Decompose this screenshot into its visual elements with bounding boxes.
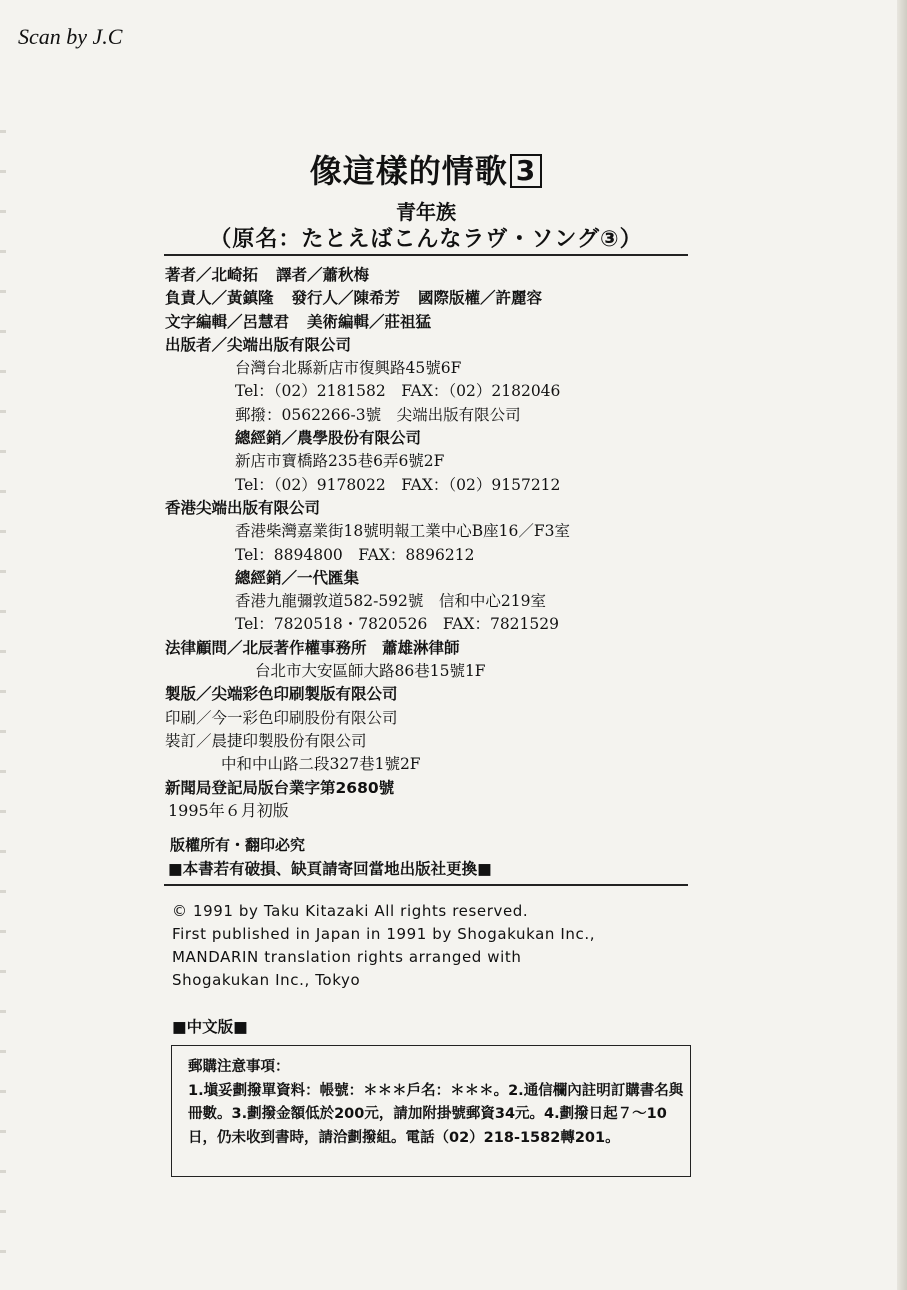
author: 著者／北崎拓 [165,266,259,284]
hk-publisher: 香港尖端出版有限公司 [165,498,321,517]
publisher-postal-account: 郵撥：0562266-3號 尖端出版有限公司 [235,405,521,424]
edition-date: 1995年６月初版 [168,801,289,820]
divider-middle [164,884,688,886]
copyright-line: © 1991 by Taku Kitazaki All rights reserved. [172,902,529,920]
credit-line-author [165,264,725,287]
art-editor: 美術編輯／莊祖猛 [307,312,432,331]
distributor-tel: Tel：（02）9178022 FAX：（02）9157212 [235,475,561,494]
text-editor: 文字編輯／呂慧君 [165,312,290,331]
hk-publisher-address: 香港柴灣嘉業街18號明報工業中心B座16／F3室 [235,522,570,541]
responsible-person: 負責人／黃鎮隆 [165,289,274,308]
page-edge-shadow [897,0,907,1290]
intl-rights: 國際版權／許麗容 [418,289,543,308]
book-title [0,146,852,192]
rights-reserved: 版權所有・翻印必究 [170,836,306,854]
mail-order-notice-box [171,1045,691,1177]
volume-number: 3 [510,154,542,188]
registration-number: 新聞局登記局版台業字第2680號 [165,778,395,797]
credit-line-editors [165,311,725,334]
mail-order-body: 1.塡妥劃撥單資料：帳號：＊＊＊戶名：＊＊＊。2.通信欄內註明訂購書名與冊數。3.劃撥金額低於200元，請加附掛號郵資34元。4.劃撥日起７～10日，仍未收到書時，請洽劃撥組。電話（02）218-1582轉201。 [188,1082,684,1146]
plate-making: 製版／尖端彩色印刷製版有限公司 [165,685,398,704]
page-binding-edge [0,130,6,1290]
credits-block [165,264,725,800]
distributor-address: 新店市寶橋路235巷6弄6號2F [235,452,445,471]
divider-top [164,254,688,256]
publisher-tel: Tel：（02）2181582 FAX：（02）2182046 [235,382,561,401]
original-title: （原名：たとえばこんなラヴ・ソング③） [209,227,643,252]
hk-distributor-tel: Tel：7820518・7820526 FAX：7821529 [235,615,559,634]
printing: 印刷／今一彩色印刷股份有限公司 [165,708,398,727]
publisher: 出版者／尖端出版有限公司 [165,335,352,354]
copyright-line: MANDARIN translation rights arranged with [172,948,522,966]
hk-distributor-address: 香港九龍彌敦道582-592號 信和中心219室 [235,592,546,611]
legal-counsel-address: 台北市大安區師大路86巷15號1F [255,662,486,681]
mail-order-heading: 郵購注意事項： [188,1059,290,1075]
series-subtitle: 青年族 [396,200,456,224]
hk-publisher-tel: Tel：8894800 FAX：8896212 [235,545,475,564]
translator: 譯者／蕭秋梅 [276,266,370,284]
copyright-block [172,900,692,992]
book-title-text: 像這樣的情歌 [309,152,508,190]
binding-address: 中和中山路二段327巷1號2F [221,755,421,774]
distributor: 總經銷／農學股份有限公司 [235,429,422,448]
hk-distributor: 總經銷／一代匯集 [235,568,360,587]
copyright-line: First published in Japan in 1991 by Shogakukan Inc., [172,925,596,943]
binding: 裝訂／晨捷印製股份有限公司 [165,731,367,750]
chinese-edition-label: ■中文版■ [172,1018,248,1036]
issuer: 發行人／陳希芳 [291,289,401,308]
legal-counsel: 法律顧問／北辰著作權事務所 蕭雄淋律師 [165,638,460,657]
credit-line-management [165,287,725,310]
damage-return-notice: ■本書若有破損、缺頁請寄回當地出版社更換■ [168,860,492,878]
copyright-line: Shogakukan Inc., Tokyo [172,971,361,989]
publisher-address: 台灣台北縣新店市復興路45號6F [235,359,462,378]
scan-credit: Scan by J.C [18,24,123,49]
